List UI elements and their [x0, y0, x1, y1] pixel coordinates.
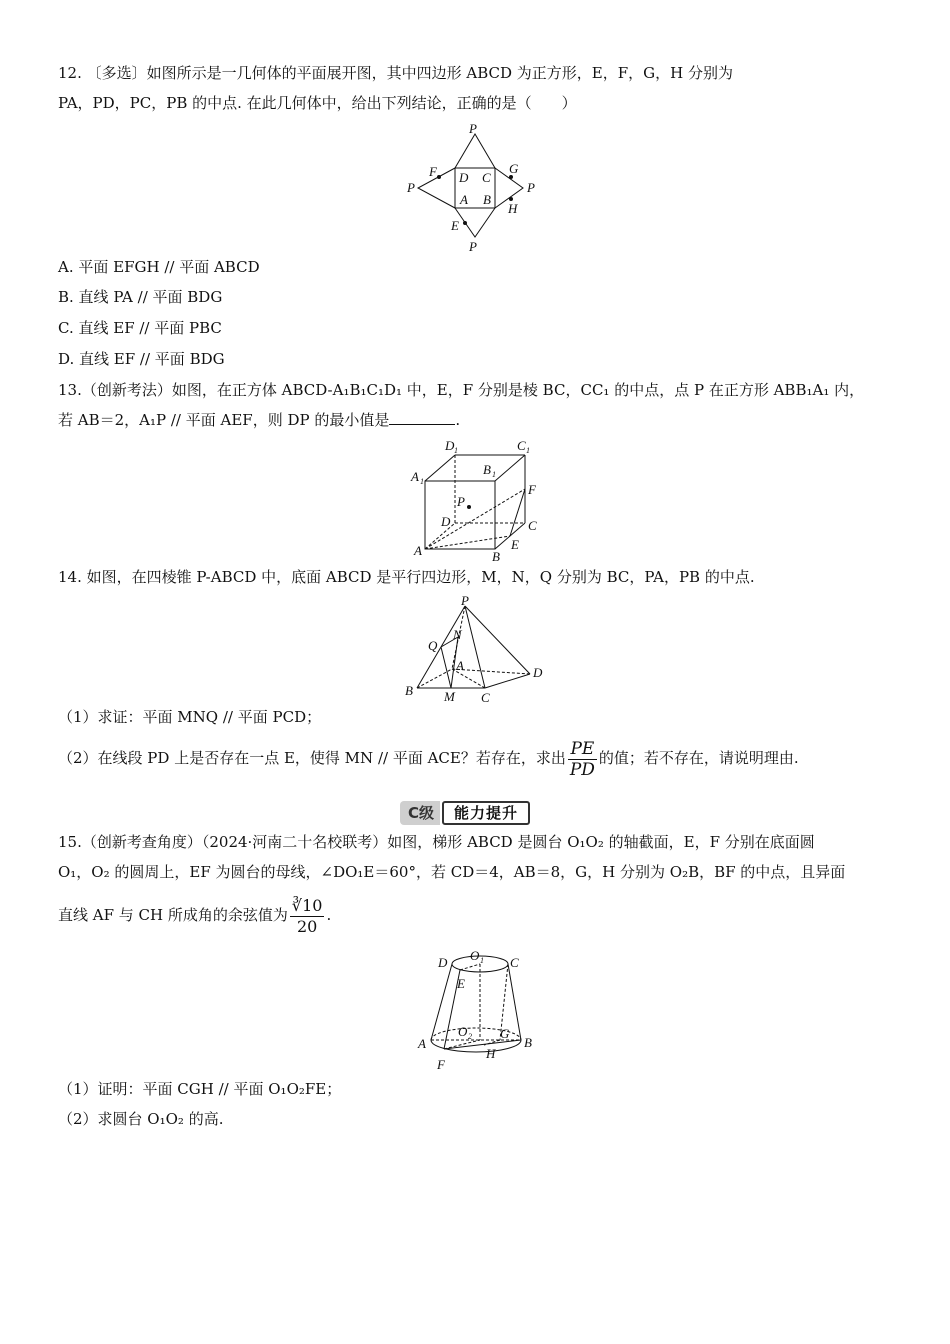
label-B1-sub: 1 — [492, 470, 496, 479]
q14-stem: 14. 如图，在四棱锥 P-ABCD 中，底面 ABCD 是平行四边形，M，N，Q 分别为 BC，PA，PB 的中点. — [58, 568, 755, 586]
label-O1: O — [470, 948, 480, 963]
point-F — [437, 175, 441, 179]
label-F: F — [528, 482, 536, 497]
q12-option-c: C. 直线 EF // 平面 PBC — [58, 319, 222, 337]
q13-stem-end: . — [455, 411, 461, 429]
label-D: D — [441, 514, 451, 529]
label-A1-sub: 1 — [420, 477, 424, 486]
label-G: G — [509, 161, 519, 176]
label-M: M — [444, 689, 455, 704]
label-C1-sub: 1 — [526, 446, 530, 455]
q13-stem-line1: 13.（创新考法）如图，在正方体 ABCD-A₁B₁C₁D₁ 中，E，F 分别是棱 BC，CC₁ 的中点，点 P 在正方形 ABB₁A₁ 内， — [58, 381, 865, 399]
q12-stem-line1: 12. 〔多选〕如图所示是一几何体的平面展开图，其中四边形 ABCD 为正方形，E，F，G，H 分别为 — [58, 64, 733, 82]
point-P — [467, 505, 471, 509]
label-G: G — [500, 1026, 510, 1041]
q13-cube-diagram — [405, 437, 555, 562]
q14-part2-text: （2）在线段 PD 上是否存在一点 E，使得 MN // 平面 ACE？若存在，求出 — [58, 749, 566, 767]
q12-net-figure — [405, 122, 545, 252]
q15-stem-line3 — [58, 892, 910, 938]
label-A: A — [456, 658, 464, 673]
label-F: F — [429, 164, 437, 179]
q15-cosine-fraction — [290, 896, 325, 937]
fraction-denominator: 20 — [296, 916, 318, 936]
label-O2: O — [458, 1024, 468, 1039]
q12-option-a: A. 平面 EFGH // 平面 ABCD — [58, 258, 260, 276]
label-Q: Q — [428, 638, 438, 653]
label-P-top: P — [469, 121, 477, 136]
q14-pyramid-diagram — [400, 594, 550, 706]
label-C: C — [481, 690, 490, 705]
q15-stem-line1: 15.（创新考查角度）（2024·河南二十名校联考）如图，梯形 ABCD 是圆台 O₁O₂ 的轴截面，E，F 分别在底面圆 — [58, 833, 815, 851]
section-level: C级 — [400, 801, 440, 825]
point-E — [463, 221, 467, 225]
label-B: B — [492, 549, 500, 564]
q15-stem-text: 直线 AF 与 CH 所成角的余弦值为 — [58, 906, 288, 924]
label-O1-sub: 1 — [480, 956, 484, 965]
fraction-numerator: ∛10 — [291, 895, 323, 915]
label-P: P — [457, 494, 465, 509]
label-A: A — [460, 192, 468, 207]
q14-part2 — [58, 736, 910, 780]
q14-ratio-fraction — [568, 739, 597, 780]
q13-stem-line2 — [58, 409, 910, 431]
label-A1: A — [411, 469, 419, 484]
q15-frustum-figure — [410, 950, 545, 1075]
label-P-left: P — [407, 180, 415, 195]
label-E: E — [451, 218, 459, 233]
label-C1: C — [517, 438, 526, 453]
label-E: E — [457, 976, 465, 991]
label-P-right: P — [527, 180, 535, 195]
label-B: B — [524, 1035, 532, 1050]
label-N: N — [453, 627, 462, 642]
section-title: 能力提升 — [442, 801, 530, 825]
label-C: C — [482, 170, 491, 185]
q12-option-b: B. 直线 PA // 平面 BDG — [58, 288, 223, 306]
section-badge — [400, 800, 530, 826]
label-C: C — [528, 518, 537, 533]
label-O2-sub: 2 — [468, 1032, 472, 1041]
label-B1: B — [483, 462, 491, 477]
q12-option-d: D. 直线 EF // 平面 BDG — [58, 350, 225, 368]
label-D: D — [438, 955, 448, 970]
label-P: P — [461, 593, 469, 608]
q15-stem-line2: O₁，O₂ 的圆周上，EF 为圆台的母线，∠DO₁E＝60°，若 CD＝4，AB＝8，G，H 分别为 O₂B，BF 的中点，且异面 — [58, 863, 846, 881]
label-C: C — [510, 955, 519, 970]
label-H: H — [486, 1046, 496, 1061]
q12-stem-line2: PA，PD，PC，PB 的中点. 在此几何体中，给出下列结论，正确的是（ ） — [58, 94, 577, 112]
label-D: D — [533, 665, 543, 680]
label-P-bottom: P — [469, 239, 477, 254]
label-F: F — [437, 1057, 445, 1072]
label-D1-sub: 1 — [454, 446, 458, 455]
label-E: E — [511, 537, 519, 552]
q15-part1: （1）证明：平面 CGH // 平面 O₁O₂FE； — [58, 1080, 342, 1098]
label-B: B — [483, 192, 491, 207]
q14-pyramid-figure — [400, 594, 550, 706]
label-D1: D — [445, 438, 455, 453]
q14-part2-end: 的值；若不存在，请说明理由. — [598, 749, 799, 767]
label-A: A — [418, 1036, 426, 1051]
q15-stem-end: . — [326, 906, 332, 924]
q14-part1: （1）求证：平面 MNQ // 平面 PCD； — [58, 708, 322, 726]
fraction-denominator: PD — [569, 759, 595, 780]
q12-net-diagram — [405, 122, 545, 252]
q13-cube-figure — [405, 437, 555, 562]
q13-stem-text: 若 AB＝2，A₁P // 平面 AEF，则 DP 的最小值是 — [58, 411, 390, 429]
label-H: H — [508, 201, 518, 216]
q15-part2: （2）求圆台 O₁O₂ 的高. — [58, 1110, 224, 1128]
label-A: A — [414, 543, 422, 558]
q13-answer-blank — [389, 410, 455, 425]
label-D: D — [459, 170, 469, 185]
label-B: B — [405, 683, 413, 698]
q15-frustum-diagram — [410, 950, 545, 1075]
fraction-numerator: PE — [568, 739, 597, 760]
